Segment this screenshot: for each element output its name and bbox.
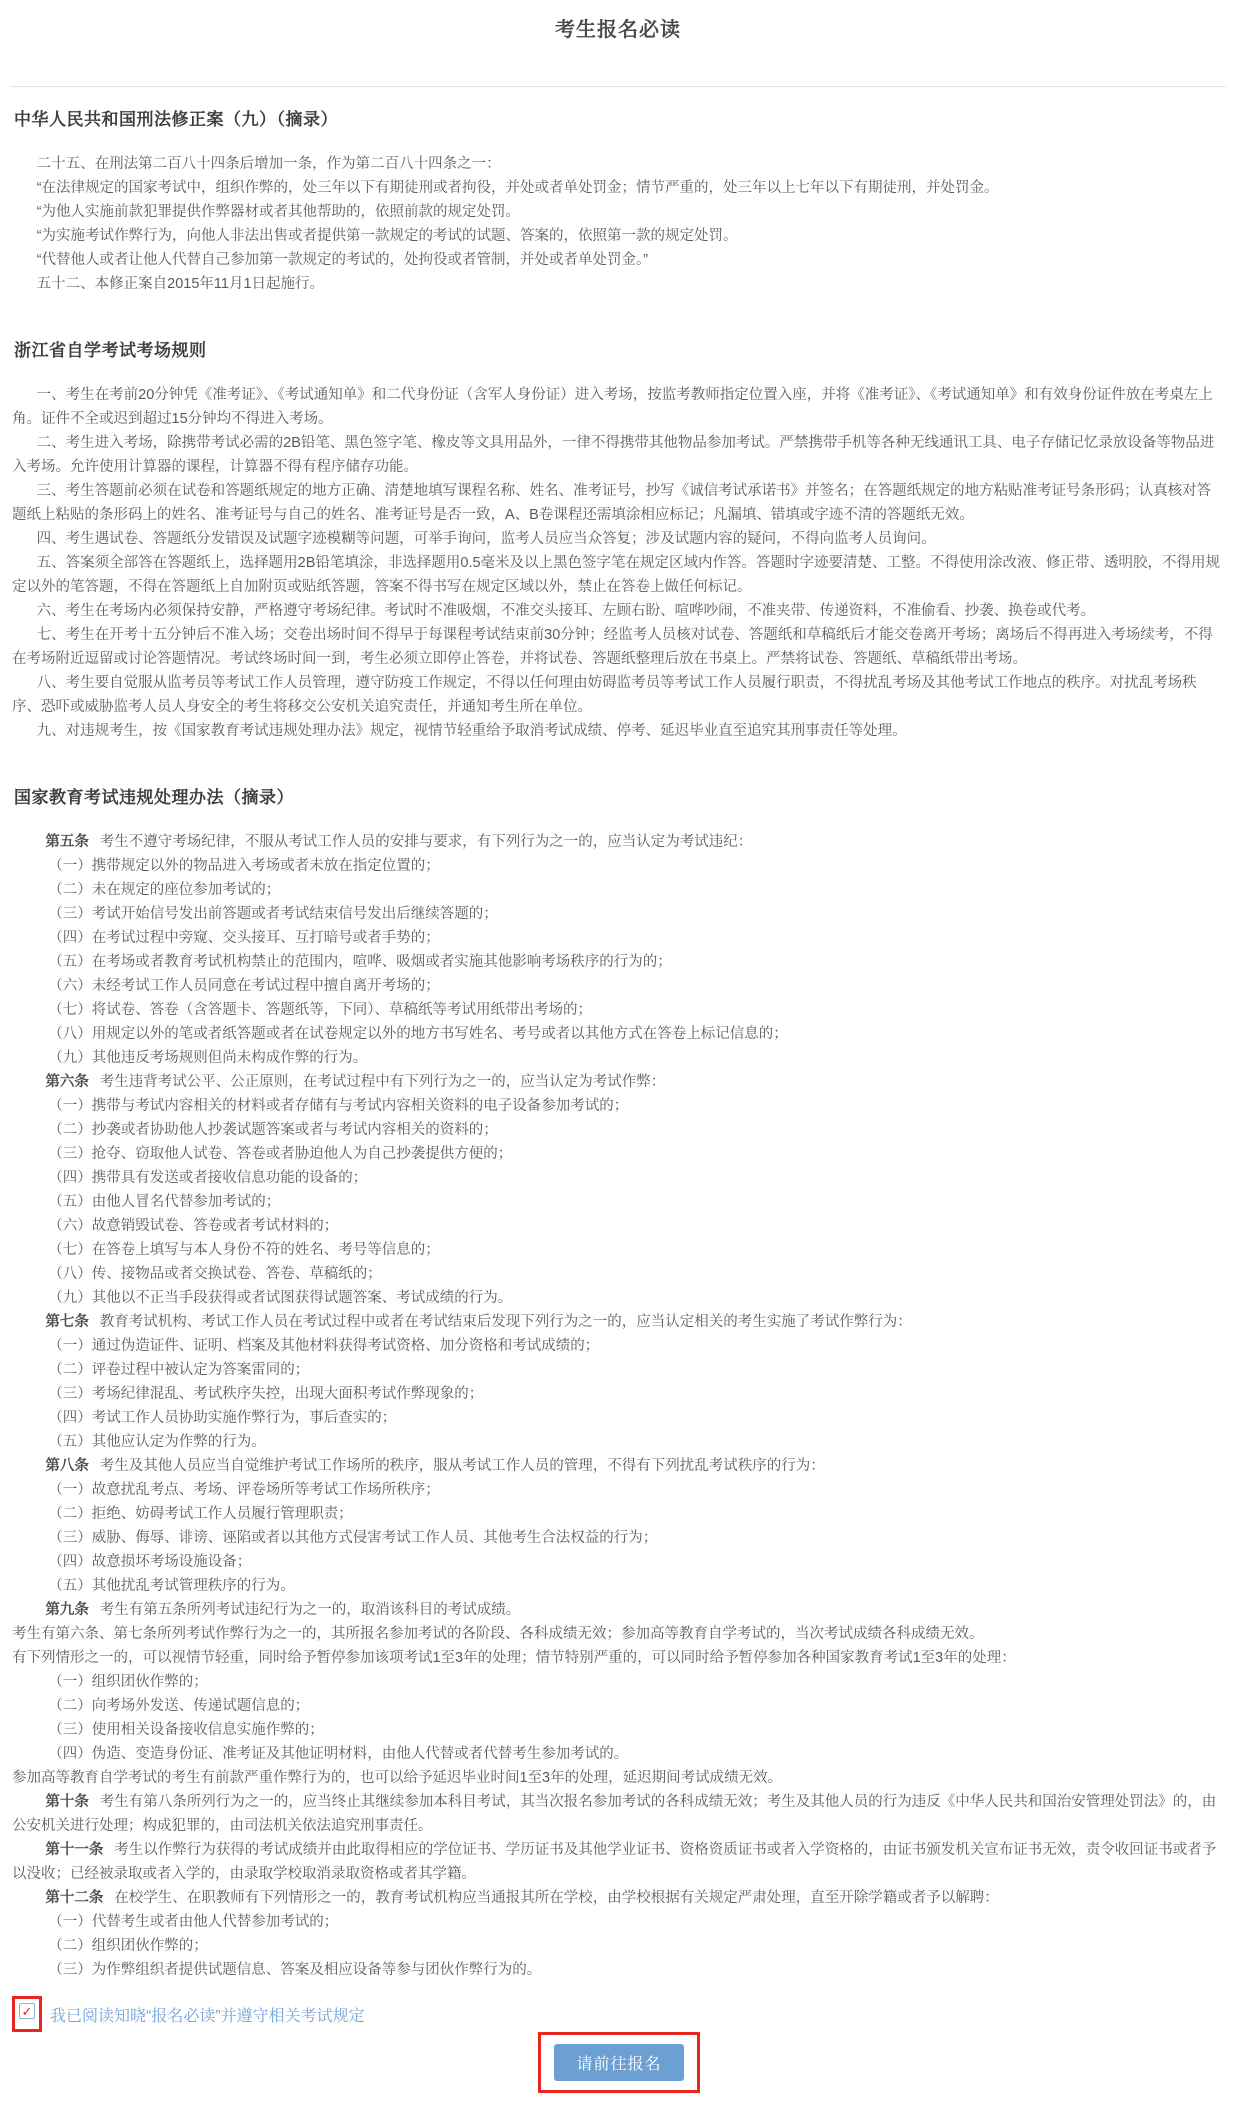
button-row — [12, 2032, 1226, 2093]
paragraph: 一、考生在考前20分钟凭《准考证》、《考试通知单》和二代身份证（含军人身份证）进入考场，按监考教师指定位置入座，并将《准考证》、《考试通知单》和有效身份证件放在考桌左上角。证件不全或迟到超过15分钟均不得进入考场。 — [12, 387, 1213, 427]
paragraph: （四）伪造、变造身份证、准考证及其他证明材料，由他人代替或者代替考生参加考试的。 — [48, 1746, 629, 1762]
paragraph: （一）组织团伙作弊的； — [48, 1674, 208, 1690]
paragraph: （七）将试卷、答卷（含答题卡、答题纸等，下同）、草稿纸等考试用纸带出考场的； — [48, 1002, 592, 1018]
agree-label[interactable]: 我已阅读知晓“报名必读”并遵守相关考试规定 — [50, 2008, 365, 2025]
paragraph: （四）携带具有发送或者接收信息功能的设备的； — [48, 1170, 368, 1186]
sections — [10, 86, 1226, 1982]
paragraph: （九）其他以不正当手段获得或者试图获得试题答案、考试成绩的行为。 — [48, 1290, 513, 1306]
paragraph: 七、考生在开考十五分钟后不准入场；交卷出场时间不得早于每课程考试结束前30分钟；经监考人员核对试卷、答题纸和草稿纸后才能交卷离开考场；离场后不得再进入考场续考，不得在考场附近逗留或讨论答题情况。考试终场时间一到，考生必须立即停止答卷，并将试卷、答题纸整理后放在书桌上。严禁将试卷、答题纸、草稿纸带出考场。 — [12, 627, 1213, 667]
paragraph: 考生有第六条、第七条所列考试作弊行为之一的，其所报名参加考试的各阶段、各科成绩无效；参加高等教育自学考试的，当次考试成绩各科成绩无效。 — [12, 1626, 984, 1642]
paragraph: （三）为作弊组织者提供试题信息、答案及相应设备等参与团伙作弊行为的。 — [48, 1962, 542, 1978]
paragraph: （八）传、接物品或者交换试卷、答卷、草稿纸的； — [48, 1266, 382, 1282]
paragraph: （二）抄袭或者协助他人抄袭试题答案或者与考试内容相关的资料的； — [48, 1122, 498, 1138]
paragraph: （五）其他应认定为作弊的行为。 — [48, 1434, 266, 1450]
article-number: 第十一条 — [45, 1842, 104, 1858]
section-title: 国家教育考试违规处理办法（摘录） — [14, 788, 294, 807]
section — [10, 105, 1226, 296]
article-paragraph: 第十一条 考生以作弊行为获得的考试成绩并由此取得相应的学位证书、学历证书及其他学业证书、资格资质证书或者入学资格的，由证书颁发机关宣布证书无效，责令收回证书或者予以没收；已经被录取或者入学的，由录取学校取消录取资格或者其学籍。 — [12, 1842, 1217, 1882]
paragraph: 有下列情形之一的，可以视情节轻重，同时给予暂停参加该项考试1至3年的处理；情节特别严重的，可以同时给予暂停参加各种国家教育考试1至3年的处理： — [12, 1650, 1016, 1666]
paragraph: （四）故意损坏考场设施设备； — [48, 1554, 252, 1570]
paragraph: （四）在考试过程中旁窥、交头接耳、互打暗号或者手势的； — [48, 930, 440, 946]
article-paragraph: 第十条 考生有第八条所列行为之一的，应当终止其继续参加本科目考试，其当次报名参加考试的各科成绩无效；考生及其他人员的行为违反《中华人民共和国治安管理处罚法》的，由公安机关进行处理；构成犯罪的，由司法机关依法追究刑事责任。 — [12, 1794, 1217, 1834]
article-number: 第六条 — [45, 1074, 89, 1090]
paragraph: （六）故意销毁试卷、答卷或者考试材料的； — [48, 1218, 339, 1234]
paragraph: （二）评卷过程中被认定为答案雷同的； — [48, 1362, 310, 1378]
paragraph: （一）故意扰乱考点、考场、评卷场所等考试工作场所秩序； — [48, 1482, 440, 1498]
paragraph: 二、考生进入考场，除携带考试必需的2B铅笔、黑色签字笔、橡皮等文具用品外，一律不得携带其他物品参加考试。严禁携带手机等各种无线通讯工具、电子存储记忆录放设备等物品进入考场。允许使用计算器的课程，计算器不得有程序储存功能。 — [12, 435, 1215, 475]
paragraph: 四、考生遇试卷、答题纸分发错误及试题字迹模糊等问题，可举手询问，监考人员应当众答复；涉及试题内容的疑问，不得向监考人员询问。 — [36, 531, 936, 547]
section-title: 中华人民共和国刑法修正案（九）（摘录） — [14, 110, 338, 129]
paragraph: （三）威胁、侮辱、诽谤、诬陷或者以其他方式侵害考试工作人员、其他考生合法权益的行为； — [48, 1530, 658, 1546]
content — [10, 86, 1226, 2119]
paragraph: 三、考生答题前必须在试卷和答题纸规定的地方正确、清楚地填写课程名称、姓名、准考证号，抄写《诚信考试承诺书》并签名；在答题纸规定的地方粘贴准考证号条形码；认真核对答题纸上粘贴的条形码上的姓名、准考证号与自己的姓名、准考证号是否一致，A、B卷课程还需填涂相应标记；凡漏填、错填或字迹不清的答题纸无效。 — [12, 483, 1212, 523]
article-number: 第九条 — [45, 1602, 89, 1618]
paragraph: “为他人实施前款犯罪提供作弊器材或者其他帮助的，依照前款的规定处罚。 — [36, 204, 520, 220]
paragraph: （五）由他人冒名代替参加考试的； — [48, 1194, 281, 1210]
paragraph: （九）其他违反考场规则但尚未构成作弊的行为。 — [48, 1050, 368, 1066]
paragraph: （一）携带规定以外的物品进入考场或者未放在指定位置的； — [48, 858, 440, 874]
agree-row — [12, 1996, 1226, 2032]
section — [10, 783, 1226, 1982]
paragraph: （七）在答卷上填写与本人身份不符的姓名、考号等信息的； — [48, 1242, 440, 1258]
footer — [12, 1996, 1226, 2119]
check-icon: ✓ — [21, 2003, 33, 2019]
paragraph: 八、考生要自觉服从监考员等考试工作人员管理，遵守防疫工作规定，不得以任何理由妨碍监考员等考试工作人员履行职责，不得扰乱考场及其他考试工作地点的秩序。对扰乱考场秩序、恐吓或威胁监考人员人身安全的考生将移交公安机关追究责任，并通知考生所在单位。 — [12, 675, 1197, 715]
register-button[interactable]: 请前往报名 — [554, 2044, 683, 2081]
article-paragraph: 第七条 教育考试机构、考试工作人员在考试过程中或者在考试结束后发现下列行为之一的，应当认定相关的考生实施了考试作弊行为： — [45, 1314, 912, 1330]
section-title: 浙江省自学考试考场规则 — [14, 341, 207, 360]
paragraph: 参加高等教育自学考试的考生有前款严重作弊行为的，也可以给予延迟毕业时间1至3年的处理，延迟期间考试成绩无效。 — [12, 1770, 783, 1786]
agree-checkbox[interactable] — [19, 2003, 35, 2019]
paragraph: （三）使用相关设备接收信息实施作弊的； — [48, 1722, 324, 1738]
paragraph: （八）用规定以外的笔或者纸答题或者在试卷规定以外的地方书写姓名、考号或者以其他方式在答卷上标记信息的； — [48, 1026, 788, 1042]
paragraph: （二）组织团伙作弊的； — [48, 1938, 208, 1954]
paragraph: （一）代替考生或者由他人代替参加考试的； — [48, 1914, 339, 1930]
paragraph: （三）考场纪律混乱、考试秩序失控，出现大面积考试作弊现象的； — [48, 1386, 484, 1402]
section — [10, 336, 1226, 743]
article-number: 第十条 — [45, 1794, 89, 1810]
article-paragraph: 第六条 考生违背考试公平、公正原则，在考试过程中有下列行为之一的，应当认定为考试作弊： — [45, 1074, 666, 1090]
paragraph: “为实施考试作弊行为，向他人非法出售或者提供第一款规定的考试的试题、答案的，依照第一款的规定处罚。 — [36, 228, 738, 244]
checkbox-highlight-annotation — [12, 1996, 42, 2032]
article-paragraph: 第九条 考生有第五条所列考试违纪行为之一的，取消该科目的考试成绩。 — [45, 1602, 521, 1618]
article-paragraph: 第五条 考生不遵守考场纪律，不服从考试工作人员的安排与要求，有下列行为之一的，应当认定为考试违纪： — [45, 834, 753, 850]
article-number: 第八条 — [45, 1458, 89, 1474]
paragraph: （二）拒绝、妨碍考试工作人员履行管理职责； — [48, 1506, 353, 1522]
paragraph: （一）携带与考试内容相关的材料或者存储有与考试内容相关资料的电子设备参加考试的； — [48, 1098, 629, 1114]
article-number: 第五条 — [45, 834, 89, 850]
page-title: 考生报名必读 — [555, 19, 681, 41]
paragraph: （六）未经考试工作人员同意在考试过程中擅自离开考场的； — [48, 978, 440, 994]
button-highlight-annotation — [538, 2032, 699, 2093]
paragraph: 二十五、在刑法第二百八十四条后增加一条，作为第二百八十四条之一： — [36, 156, 501, 172]
paragraph: （四）考试工作人员协助实施作弊行为，事后查实的； — [48, 1410, 397, 1426]
article-paragraph: 第十二条 在校学生、在职教师有下列情形之一的，教育考试机构应当通报其所在学校，由学校根据有关规定严肃处理，直至开除学籍或者予以解聘： — [45, 1890, 999, 1906]
paragraph: 九、对违规考生，按《国家教育考试违规处理办法》规定，视情节轻重给予取消考试成绩、停考、延迟毕业直至追究其刑事责任等处理。 — [36, 723, 907, 739]
paragraph: “代替他人或者让他人代替自己参加第一款规定的考试的，处拘役或者管制，并处或者单处罚金。” — [36, 252, 649, 268]
paragraph: 五十二、本修正案自2015年11月1日起施行。 — [36, 276, 325, 292]
paragraph: 五、答案须全部答在答题纸上，选择题用2B铅笔填涂，非选择题用0.5毫米及以上黑色签字笔在规定区域内作答。答题时字迹要清楚、工整。不得使用涂改液、修正带、透明胶，不得用规定以外的笔答题，不得在答题纸上自加附页或贴纸答题，答案不得书写在规定区域以外，禁止在答卷上做任何标记。 — [12, 555, 1221, 595]
paragraph: （五）其他扰乱考试管理秩序的行为。 — [48, 1578, 295, 1594]
paragraph: “在法律规定的国家考试中，组织作弊的，处三年以下有期徒刑或者拘役，并处或者单处罚金；情节严重的，处三年以上七年以下有期徒刑，并处罚金。 — [36, 180, 999, 196]
paragraph: （二）向考场外发送、传递试题信息的； — [48, 1698, 310, 1714]
paragraph: 六、考生在考场内必须保持安静，严格遵守考场纪律。考试时不准吸烟，不准交头接耳、左顾右盼、喧哗吵闹，不准夹带、传递资料，不准偷看、抄袭、换卷或代考。 — [36, 603, 1096, 619]
paragraph: （二）未在规定的座位参加考试的； — [48, 882, 281, 898]
article-number: 第七条 — [45, 1314, 89, 1330]
paragraph: （一）通过伪造证件、证明、档案及其他材料获得考试资格、加分资格和考试成绩的； — [48, 1338, 600, 1354]
paragraph: （三）考试开始信号发出前答题或者考试结束信号发出后继续答题的； — [48, 906, 498, 922]
article-paragraph: 第八条 考生及其他人员应当自觉维护考试工作场所的秩序，服从考试工作人员的管理，不得有下列扰乱考试秩序的行为： — [45, 1458, 825, 1474]
article-number: 第十二条 — [45, 1890, 104, 1906]
paragraph: （五）在考场或者教育考试机构禁止的范围内，喧哗、吸烟或者实施其他影响考场秩序的行为的； — [48, 954, 672, 970]
paragraph: （三）抢夺、窃取他人试卷、答卷或者胁迫他人为自己抄袭提供方便的； — [48, 1146, 513, 1162]
